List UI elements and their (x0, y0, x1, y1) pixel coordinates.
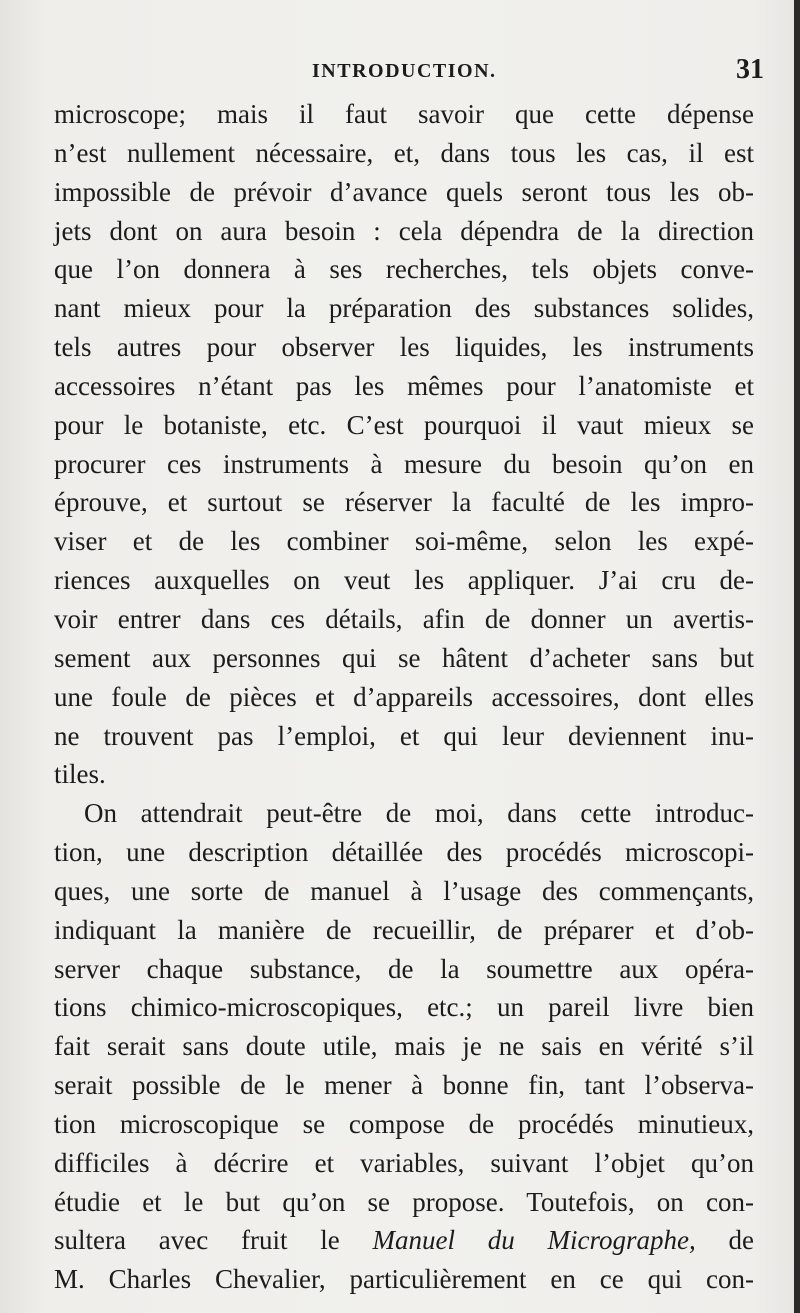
text-line: une foule de pièces et d’appareils accessoires, dont elles (54, 681, 754, 712)
binding-edge (794, 0, 800, 1313)
text-line: tels autres pour observer les liquides, les instruments (54, 332, 754, 363)
text-line: jets dont on aura besoin : cela dépendra de la direction (54, 215, 754, 246)
text-line: serait possible de le mener à bonne fin, tant l’observa- (54, 1070, 754, 1101)
text-line: server chaque substance, de la soumettre aux opéra- (54, 953, 754, 984)
running-head: INTRODUCTION. (312, 60, 497, 82)
text-segment: sultera avec fruit le (54, 1225, 340, 1256)
text-line-with-italic (54, 1221, 754, 1260)
book-title-italic: Manuel du Micrographe, (372, 1225, 696, 1256)
text-line: ques, une sorte de manuel à l’usage des commençants, (54, 875, 754, 906)
page-number: 31 (736, 54, 764, 85)
text-line: n’est nullement nécessaire, et, dans tous les cas, il est (54, 137, 754, 168)
text-line: que l’on donnera à ses recherches, tels objets conve- (54, 254, 754, 285)
text-line: viser et de les combiner soi-même, selon les expé- (54, 526, 754, 557)
text-line: indiquant la manière de recueillir, de préparer et d’ob- (54, 914, 754, 945)
text-line: M. Charles Chevalier, particulièrement en ce qui con- (54, 1264, 754, 1295)
page-header (54, 52, 764, 92)
text-line: tiles. (54, 759, 106, 790)
text-segment: de (728, 1225, 755, 1256)
body-text (54, 95, 754, 1299)
text-line: tions chimico-microscopiques, etc.; un pareil livre bien (54, 992, 754, 1023)
text-line: étudie et le but qu’on se propose. Toutefois, on con- (54, 1186, 754, 1217)
text-line: procurer ces instruments à mesure du besoin qu’on en (54, 448, 754, 479)
text-line: riences auxquelles on veut les appliquer. J’ai cru de- (54, 565, 754, 596)
text-line: fait serait sans doute utile, mais je ne sais en vérité s’il (54, 1031, 754, 1062)
text-line: nant mieux pour la préparation des substances solides, (54, 293, 754, 324)
text-line: tion microscopique se compose de procédés minutieux, (54, 1108, 754, 1139)
paragraph-first-line: On attendrait peut-être de moi, dans cette introduc- (84, 798, 754, 829)
text-line: accessoires n’étant pas les mêmes pour l’anatomiste et (54, 370, 754, 401)
text-line: sement aux personnes qui se hâtent d’acheter sans but (54, 642, 754, 673)
text-line: difficiles à décrire et variables, suivant l’objet qu’on (54, 1147, 754, 1178)
text-line: pour le botaniste, etc. C’est pourquoi il vaut mieux se (54, 409, 754, 440)
text-line: voir entrer dans ces détails, afin de donner un avertis- (54, 603, 754, 634)
text-line: tion, une description détaillée des procédés microscopi- (54, 837, 754, 868)
text-line: éprouve, et surtout se réserver la faculté de les impro- (54, 487, 754, 518)
text-line: microscope; mais il faut savoir que cette dépense (54, 99, 754, 129)
text-line: impossible de prévoir d’avance quels seront tous les ob- (54, 176, 754, 207)
text-line: ne trouvent pas l’emploi, et qui leur deviennent inu- (54, 720, 754, 751)
